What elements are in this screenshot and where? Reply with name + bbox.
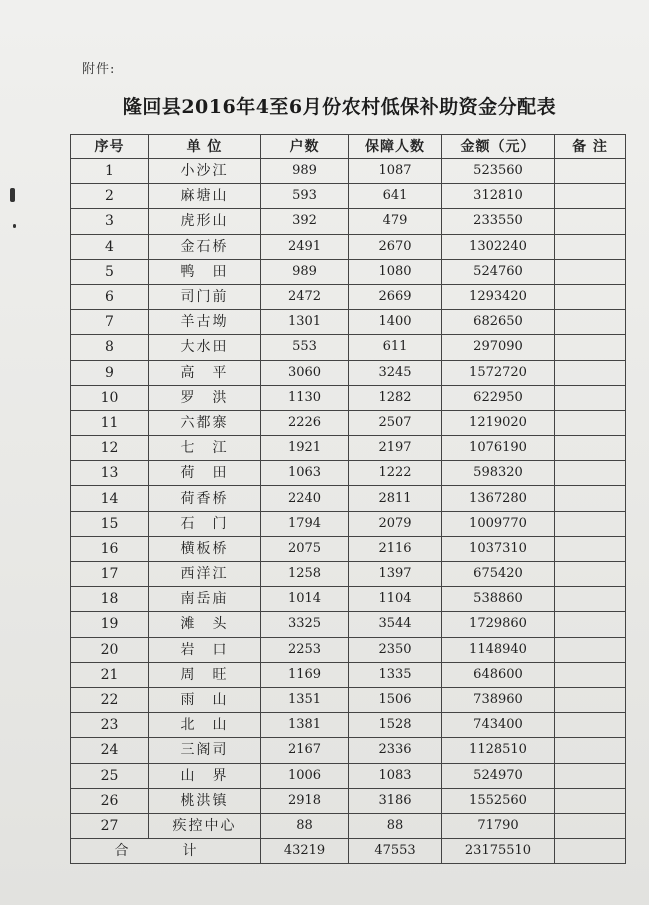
cell-unit: 荷香桥	[149, 486, 261, 511]
cell-persons: 2669	[349, 284, 442, 309]
cell-amount: 538860	[442, 587, 555, 612]
table-row	[71, 637, 626, 662]
cell-seq: 19	[71, 612, 149, 637]
cell-seq: 5	[71, 259, 149, 284]
cell-remarks	[555, 310, 626, 335]
cell-seq: 25	[71, 763, 149, 788]
cell-amount: 1302240	[442, 234, 555, 259]
cell-persons: 479	[349, 209, 442, 234]
cell-persons: 1506	[349, 687, 442, 712]
cell-remarks	[555, 511, 626, 536]
table-row	[71, 360, 626, 385]
cell-amount: 682650	[442, 310, 555, 335]
cell-amount: 312810	[442, 184, 555, 209]
cell-persons: 2811	[349, 486, 442, 511]
punch-hole-mark	[13, 224, 16, 228]
cell-seq: 12	[71, 436, 149, 461]
cell-unit: 七 江	[149, 436, 261, 461]
total-households: 43219	[261, 839, 349, 864]
cell-remarks	[555, 612, 626, 637]
cell-unit: 六都寨	[149, 410, 261, 435]
table-row	[71, 687, 626, 712]
cell-remarks	[555, 763, 626, 788]
total-persons: 47553	[349, 839, 442, 864]
cell-households: 553	[261, 335, 349, 360]
cell-unit: 南岳庙	[149, 587, 261, 612]
table-header	[71, 135, 626, 159]
total-label: 合 计	[71, 839, 261, 864]
cell-amount: 233550	[442, 209, 555, 234]
cell-remarks	[555, 587, 626, 612]
cell-amount: 524970	[442, 763, 555, 788]
cell-remarks	[555, 284, 626, 309]
cell-persons: 3245	[349, 360, 442, 385]
cell-households: 1351	[261, 687, 349, 712]
cell-households: 2491	[261, 234, 349, 259]
cell-unit: 小沙江	[149, 159, 261, 184]
punch-hole-mark	[10, 188, 15, 202]
cell-amount: 523560	[442, 159, 555, 184]
cell-households: 989	[261, 159, 349, 184]
header-unit: 单 位	[149, 135, 261, 159]
cell-remarks	[555, 813, 626, 838]
table-row	[71, 385, 626, 410]
cell-persons: 88	[349, 813, 442, 838]
cell-unit: 周 旺	[149, 662, 261, 687]
cell-households: 3325	[261, 612, 349, 637]
cell-persons: 2507	[349, 410, 442, 435]
cell-persons: 1222	[349, 461, 442, 486]
table-footer	[71, 839, 626, 864]
cell-households: 1301	[261, 310, 349, 335]
cell-persons: 2197	[349, 436, 442, 461]
total-amount: 23175510	[442, 839, 555, 864]
cell-households: 1794	[261, 511, 349, 536]
cell-unit: 司门前	[149, 284, 261, 309]
cell-unit: 麻塘山	[149, 184, 261, 209]
cell-persons: 2336	[349, 738, 442, 763]
table-row	[71, 461, 626, 486]
cell-remarks	[555, 335, 626, 360]
cell-unit: 石 门	[149, 511, 261, 536]
table-row	[71, 234, 626, 259]
cell-seq: 9	[71, 360, 149, 385]
cell-seq: 26	[71, 788, 149, 813]
cell-seq: 17	[71, 562, 149, 587]
cell-seq: 24	[71, 738, 149, 763]
table-row	[71, 209, 626, 234]
cell-unit: 横板桥	[149, 536, 261, 561]
cell-households: 1006	[261, 763, 349, 788]
cell-remarks	[555, 385, 626, 410]
table-row	[71, 612, 626, 637]
cell-remarks	[555, 436, 626, 461]
cell-seq: 15	[71, 511, 149, 536]
document-title: 隆回县2016年4至6月份农村低保补助资金分配表	[122, 96, 557, 118]
cell-unit: 桃洪镇	[149, 788, 261, 813]
cell-persons: 641	[349, 184, 442, 209]
table-row	[71, 335, 626, 360]
cell-amount: 524760	[442, 259, 555, 284]
cell-amount: 1037310	[442, 536, 555, 561]
cell-unit: 北 山	[149, 713, 261, 738]
header-amount: 金额（元）	[442, 135, 555, 159]
cell-households: 2167	[261, 738, 349, 763]
cell-seq: 16	[71, 536, 149, 561]
cell-seq: 22	[71, 687, 149, 712]
cell-households: 1921	[261, 436, 349, 461]
cell-seq: 20	[71, 637, 149, 662]
cell-seq: 1	[71, 159, 149, 184]
cell-seq: 14	[71, 486, 149, 511]
cell-households: 2918	[261, 788, 349, 813]
cell-persons: 3544	[349, 612, 442, 637]
cell-unit: 西洋江	[149, 562, 261, 587]
cell-seq: 23	[71, 713, 149, 738]
cell-unit: 高 平	[149, 360, 261, 385]
cell-seq: 8	[71, 335, 149, 360]
cell-unit: 滩 头	[149, 612, 261, 637]
cell-households: 1258	[261, 562, 349, 587]
cell-amount: 743400	[442, 713, 555, 738]
cell-households: 2253	[261, 637, 349, 662]
cell-remarks	[555, 562, 626, 587]
cell-remarks	[555, 184, 626, 209]
cell-persons: 2670	[349, 234, 442, 259]
header-households: 户数	[261, 135, 349, 159]
table-row	[71, 738, 626, 763]
cell-unit: 虎形山	[149, 209, 261, 234]
cell-persons: 611	[349, 335, 442, 360]
cell-households: 1130	[261, 385, 349, 410]
table-row	[71, 486, 626, 511]
cell-unit: 金石桥	[149, 234, 261, 259]
table-row	[71, 159, 626, 184]
header-row	[71, 135, 626, 159]
cell-amount: 1148940	[442, 637, 555, 662]
cell-seq: 10	[71, 385, 149, 410]
cell-seq: 4	[71, 234, 149, 259]
table-row	[71, 536, 626, 561]
cell-households: 88	[261, 813, 349, 838]
cell-households: 2472	[261, 284, 349, 309]
cell-seq: 18	[71, 587, 149, 612]
cell-households: 392	[261, 209, 349, 234]
cell-unit: 大水田	[149, 335, 261, 360]
cell-amount: 71790	[442, 813, 555, 838]
cell-persons: 1087	[349, 159, 442, 184]
cell-households: 2075	[261, 536, 349, 561]
cell-amount: 1729860	[442, 612, 555, 637]
allocation-table	[70, 134, 626, 864]
cell-persons: 1397	[349, 562, 442, 587]
cell-seq: 13	[71, 461, 149, 486]
cell-unit: 罗 洪	[149, 385, 261, 410]
cell-seq: 27	[71, 813, 149, 838]
table-row	[71, 511, 626, 536]
cell-unit: 羊古坳	[149, 310, 261, 335]
cell-remarks	[555, 360, 626, 385]
cell-households: 1063	[261, 461, 349, 486]
cell-seq: 7	[71, 310, 149, 335]
cell-remarks	[555, 637, 626, 662]
table-row	[71, 436, 626, 461]
table-row	[71, 662, 626, 687]
cell-amount: 1219020	[442, 410, 555, 435]
cell-unit: 山 界	[149, 763, 261, 788]
cell-persons: 1083	[349, 763, 442, 788]
cell-households: 2226	[261, 410, 349, 435]
cell-persons: 1400	[349, 310, 442, 335]
cell-households: 1381	[261, 713, 349, 738]
cell-households: 989	[261, 259, 349, 284]
table-row	[71, 713, 626, 738]
cell-amount: 1293420	[442, 284, 555, 309]
cell-remarks	[555, 259, 626, 284]
table-row	[71, 813, 626, 838]
table-row	[71, 763, 626, 788]
cell-persons: 1104	[349, 587, 442, 612]
cell-amount: 1572720	[442, 360, 555, 385]
cell-persons: 1080	[349, 259, 442, 284]
cell-amount: 1552560	[442, 788, 555, 813]
table-row	[71, 410, 626, 435]
attachment-label: 附件:	[82, 62, 116, 77]
cell-seq: 2	[71, 184, 149, 209]
cell-seq: 11	[71, 410, 149, 435]
header-seq: 序号	[71, 135, 149, 159]
cell-remarks	[555, 486, 626, 511]
cell-remarks	[555, 536, 626, 561]
cell-unit: 荷 田	[149, 461, 261, 486]
cell-amount: 1367280	[442, 486, 555, 511]
table-body	[71, 159, 626, 839]
table-row	[71, 587, 626, 612]
cell-amount: 648600	[442, 662, 555, 687]
cell-persons: 2116	[349, 536, 442, 561]
cell-households: 1014	[261, 587, 349, 612]
cell-remarks	[555, 713, 626, 738]
cell-remarks	[555, 410, 626, 435]
cell-amount: 598320	[442, 461, 555, 486]
cell-households: 3060	[261, 360, 349, 385]
cell-remarks	[555, 687, 626, 712]
cell-unit: 岩 口	[149, 637, 261, 662]
cell-unit: 三阁司	[149, 738, 261, 763]
header-remarks: 备 注	[555, 135, 626, 159]
cell-amount: 1128510	[442, 738, 555, 763]
cell-seq: 21	[71, 662, 149, 687]
total-row	[71, 839, 626, 864]
cell-unit: 疾控中心	[149, 813, 261, 838]
cell-remarks	[555, 209, 626, 234]
cell-persons: 1528	[349, 713, 442, 738]
cell-remarks	[555, 234, 626, 259]
table-row	[71, 310, 626, 335]
table-row	[71, 562, 626, 587]
cell-households: 1169	[261, 662, 349, 687]
cell-households: 593	[261, 184, 349, 209]
total-remarks	[555, 839, 626, 864]
cell-persons: 2350	[349, 637, 442, 662]
cell-amount: 675420	[442, 562, 555, 587]
header-persons: 保障人数	[349, 135, 442, 159]
cell-amount: 1009770	[442, 511, 555, 536]
cell-amount: 738960	[442, 687, 555, 712]
cell-persons: 2079	[349, 511, 442, 536]
cell-households: 2240	[261, 486, 349, 511]
cell-seq: 3	[71, 209, 149, 234]
cell-seq: 6	[71, 284, 149, 309]
cell-remarks	[555, 159, 626, 184]
cell-amount: 622950	[442, 385, 555, 410]
cell-remarks	[555, 738, 626, 763]
cell-amount: 297090	[442, 335, 555, 360]
cell-persons: 1335	[349, 662, 442, 687]
cell-remarks	[555, 662, 626, 687]
table-row	[71, 259, 626, 284]
cell-persons: 3186	[349, 788, 442, 813]
table-row	[71, 788, 626, 813]
cell-unit: 鸭 田	[149, 259, 261, 284]
cell-amount: 1076190	[442, 436, 555, 461]
cell-persons: 1282	[349, 385, 442, 410]
cell-unit: 雨 山	[149, 687, 261, 712]
cell-remarks	[555, 461, 626, 486]
cell-remarks	[555, 788, 626, 813]
table-row	[71, 284, 626, 309]
table-row	[71, 184, 626, 209]
